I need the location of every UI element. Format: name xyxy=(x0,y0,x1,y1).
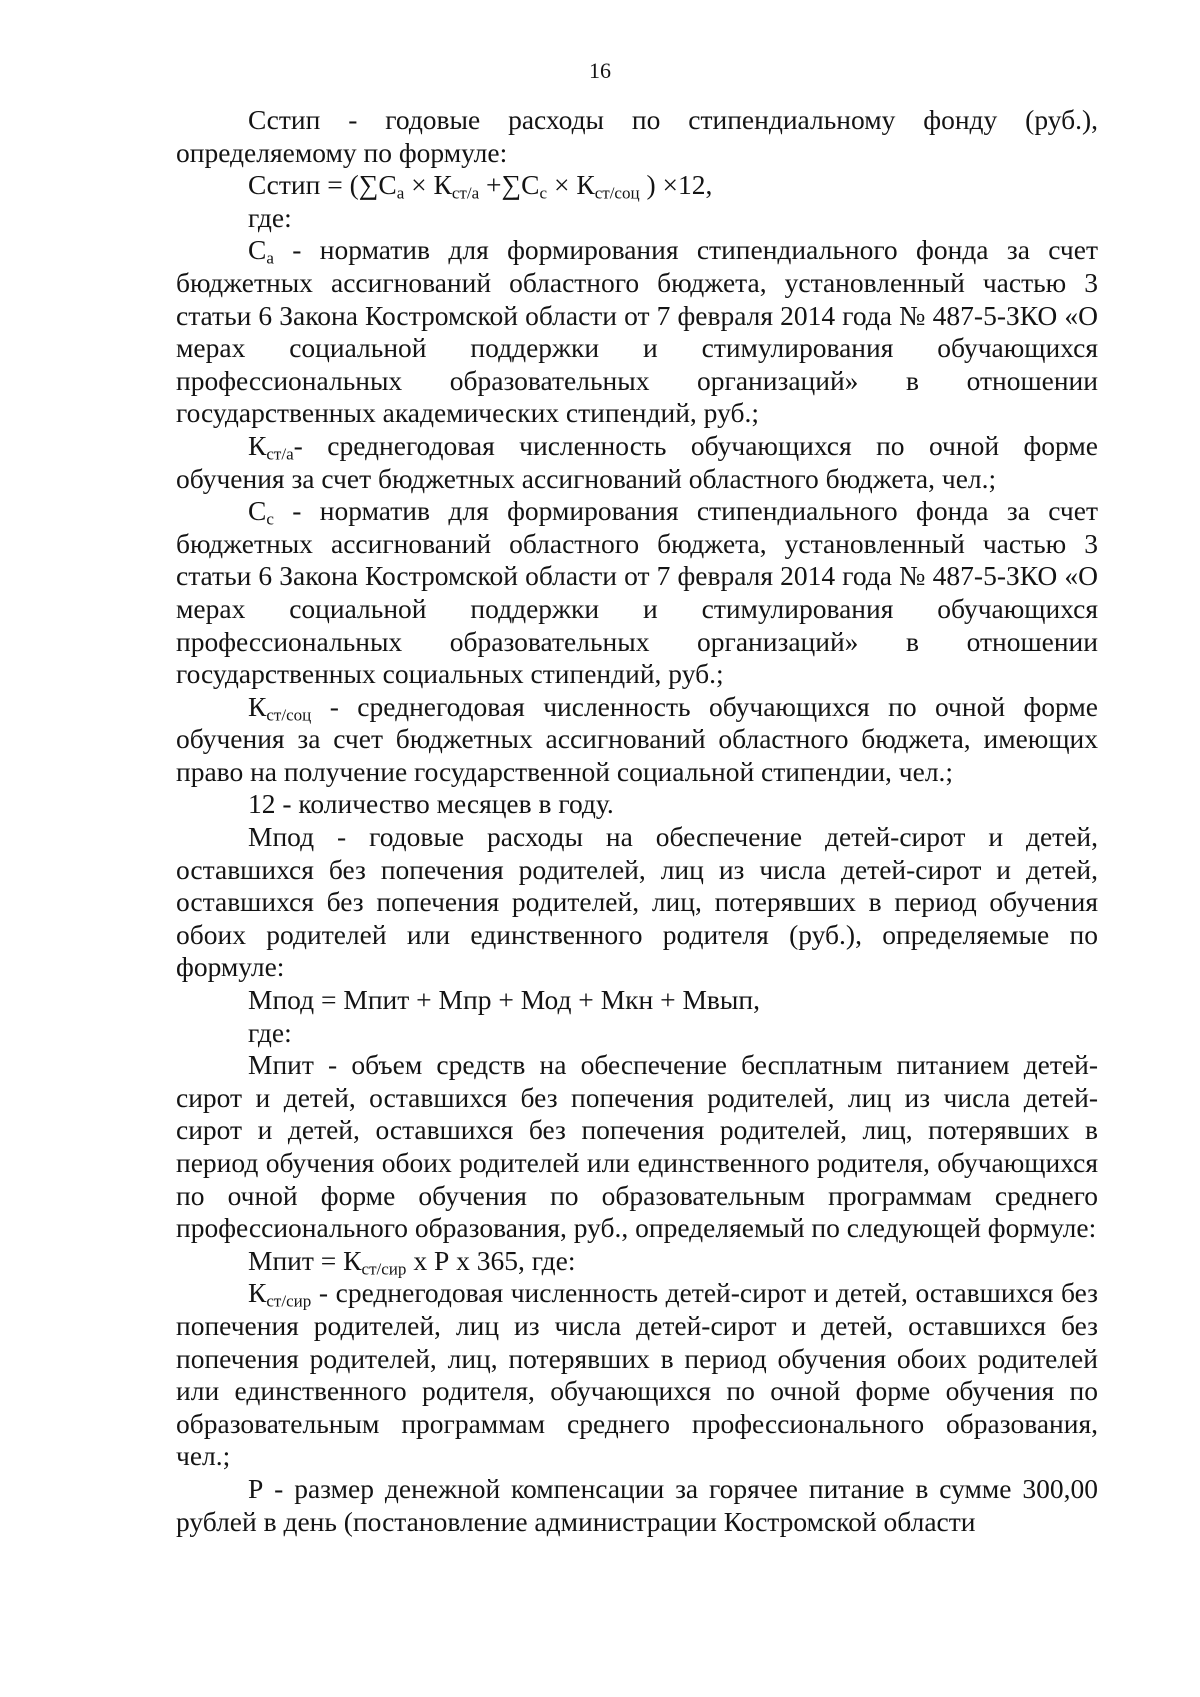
formula-sstip-part: Сстип = (∑С xyxy=(248,169,397,201)
paragraph-mpit-definition: Мпит - объем средств на обеспечение бесплатным питанием детей-сирот и детей, оставшихся без попечения родителей, лиц из числа детей-сирот и детей, оставшихся без попечения родителей, лиц, потерявших в период обучения обоих родителей или единственного родителя, обучающихся по очной форме обучения по образовательным программам среднего профессионального образования, руб., определяемый по следующей формуле: xyxy=(176,1049,1098,1244)
symbol: К xyxy=(248,429,267,461)
symbol: К xyxy=(248,690,267,722)
paragraph-kst-soc-definition xyxy=(176,691,1098,789)
subscript: ст/а xyxy=(266,444,294,464)
document-body xyxy=(176,104,1098,1538)
subscript: ст/а xyxy=(451,183,480,203)
symbol: С xyxy=(248,495,267,527)
subscript: ст/соц xyxy=(594,183,640,203)
subscript: ст/сир xyxy=(266,1291,312,1311)
paragraph-cc-definition xyxy=(176,495,1098,691)
formula-sstip-part: ) ×12, xyxy=(639,169,713,201)
paragraph-sstip-definition: Сстип - годовые расходы по стипендиальному фонду (руб.), определяемому по формуле: xyxy=(176,104,1098,168)
definition-text: - среднегодовая численность обучающихся по очной форме обучения за счет бюджетных ассигнований областного бюджета, чел.; xyxy=(176,429,1098,494)
formula-sstip xyxy=(176,169,1098,202)
definition-text: - норматив для формирования стипендиального фонда за счет бюджетных ассигнований областного бюджета, установленный частью 3 статьи 6 Закона Костромской области от 7 февраля 2014 года № 487-5-ЗКО «О мерах социальной поддержки и стимулирования обучающихся профессиональных образовательных организаций» в отношении государственных социальных стипендий, руб.; xyxy=(176,495,1098,690)
subscript: а xyxy=(396,183,405,203)
definition-text: - среднегодовая численность детей-сирот и детей, оставшихся без попечения родителей, лиц из числа детей-сирот и детей, оставшихся без попечения родителей, лиц, потерявших в период обучения обоих родителей или единственного родителя, обучающихся по очной форме обучения по образовательным программам среднего профессионального образования, чел.; xyxy=(176,1277,1098,1472)
paragraph-kst-a-definition xyxy=(176,430,1098,495)
symbol: С xyxy=(248,234,267,266)
subscript: а xyxy=(266,248,274,268)
formula-mpit-part: Мпит = К xyxy=(248,1244,362,1276)
subscript: ст/сир xyxy=(361,1259,407,1279)
where-label: где: xyxy=(248,201,292,233)
where-label: где: xyxy=(248,1016,292,1048)
subscript: с xyxy=(266,509,274,529)
subscript: ст/соц xyxy=(266,704,312,724)
formula-sstip-part: +∑С xyxy=(479,169,540,201)
paragraph-ca-definition xyxy=(176,234,1098,430)
paragraph-kst-sir-definition xyxy=(176,1277,1098,1473)
paragraph-mpod-definition: Мпод - годовые расходы на обеспечение детей-сирот и детей, оставшихся без попечения родителей, лиц из числа детей-сирот и детей, оставшихся без попечения родителей, лиц, потерявших в период обучения обоих родителей или единственного родителя (руб.), определяемые по формуле: xyxy=(176,821,1098,983)
formula-mpod: Мпод = Мпит + Мпр + Мод + Мкн + Мвып, xyxy=(248,984,760,1016)
formula-mpit xyxy=(176,1245,1098,1278)
subscript: с xyxy=(539,183,548,203)
symbol: К xyxy=(248,1277,267,1309)
paragraph-p-definition: Р - размер денежной компенсации за горячее питание в сумме 300,00 рублей в день (постановление администрации Костромской области xyxy=(176,1472,1098,1537)
definition-text: - норматив для формирования стипендиального фонда за счет бюджетных ассигнований областного бюджета, установленный частью 3 статьи 6 Закона Костромской области от 7 февраля 2014 года № 487-5-ЗКО «О мерах социальной поддержки и стимулирования обучающихся профессиональных образовательных организаций» в отношении государственных академических стипендий, руб.; xyxy=(176,234,1098,429)
paragraph-months: 12 - количество месяцев в году. xyxy=(248,788,614,820)
formula-sstip-part: × К xyxy=(547,169,595,201)
page-number: 16 xyxy=(589,58,611,83)
formula-mpit-part: х Р х 365, где: xyxy=(406,1244,576,1276)
definition-text: - среднегодовая численность обучающихся по очной форме обучения за счет бюджетных ассигнований областного бюджета, имеющих право на получение государственной социальной стипендии, чел.; xyxy=(176,690,1098,787)
formula-sstip-part: × К xyxy=(404,169,452,201)
